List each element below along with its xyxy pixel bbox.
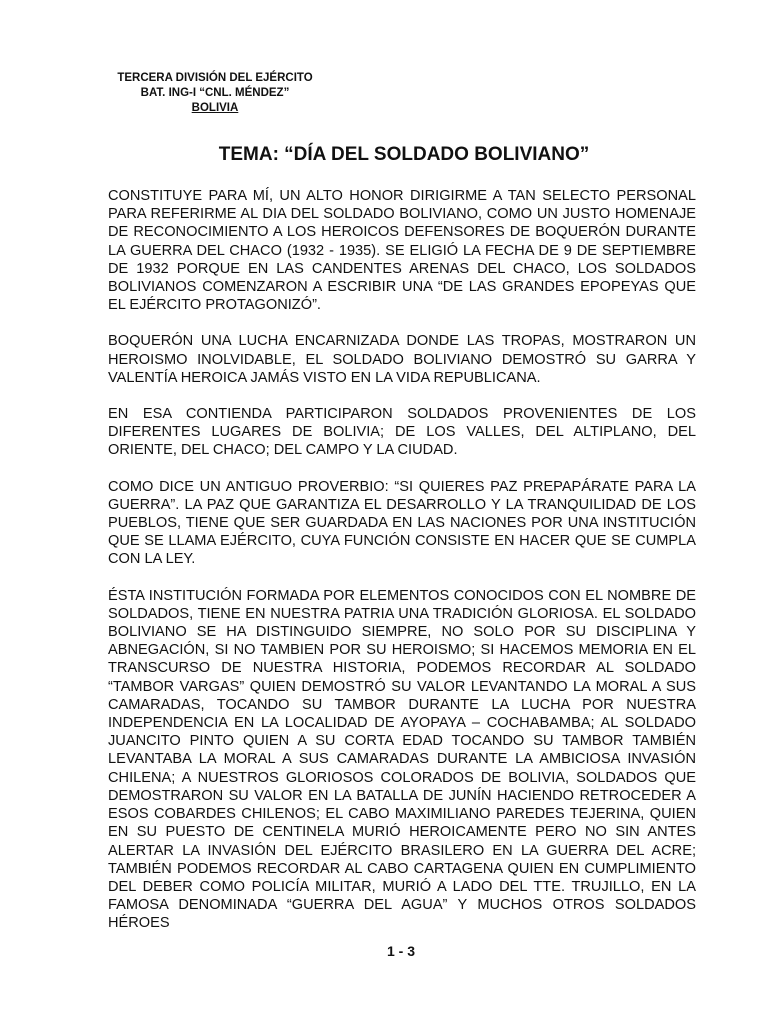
paragraph: BOQUERÓN UNA LUCHA ENCARNIZADA DONDE LAS TROPAS, MOSTRARON UN HEROISMO INOLVIDABLE, EL SOLDADO BOLIVIANO DEMOSTRÓ SU GARRA Y VALENTÍA HEROICA JAMÁS VISTO EN LA VIDA REPUBLICANA. [108, 333, 696, 386]
header-division: TERCERA DIVISIÓN DEL EJÉRCITO [117, 72, 313, 84]
document-header [100, 71, 330, 116]
page-number: 1 - 3 [386, 943, 415, 959]
header-country: BOLIVIA [191, 102, 239, 114]
paragraph: EN ESA CONTIENDA PARTICIPARON SOLDADOS PROVENIENTES DE LOS DIFERENTES LUGARES DE BOLIVIA; DE LOS VALLES, DEL ALTIPLANO, DEL ORIENTE, DEL CHACO; DEL CAMPO Y LA CIUDAD. [108, 406, 696, 459]
paragraph: CONSTITUYE PARA MÍ, UN ALTO HONOR DIRIGIRME A TAN SELECTO PERSONAL PARA REFERIRME AL DIA DEL SOLDADO BOLIVIANO, COMO UN JUSTO HOMENAJE DE RECONOCIMIENTO A LOS HEROICOS DEFENSORES DE BOQUERÓN DURANTE LA GUERRA DEL CHACO (1932 - 1935). SE ELIGIÓ LA FECHA DE 9 DE SEPTIEMBRE DE 1932 PORQUE EN LAS CANDENTES ARENAS DEL CHACO, LOS SOLDADOS BOLIVIANOS COMENZARON A ESCRIBIR UNA “DE LAS GRANDES EPOPEYAS QUE EL EJÉRCITO PROTAGONIZÓ”. [108, 188, 696, 314]
paragraph: ÉSTA INSTITUCIÓN FORMADA POR ELEMENTOS CONOCIDOS CON EL NOMBRE DE SOLDADOS, TIENE EN NUESTRA PATRIA UNA TRADICIÓN GLORIOSA. EL SOLDADO BOLIVIANO SE HA DISTINGUIDO SIEMPRE, NO SOLO POR SU DISCIPLINA Y ABNEGACIÓN, SI NO TAMBIEN POR SU HEROISMO; SI HACEMOS MEMORIA EN EL TRANSCURSO DE NUESTRA HISTORIA, PODEMOS RECORDAR AL SOLDADO “TAMBOR VARGAS” QUIEN DEMOSTRÓ SU VALOR LEVANTANDO LA MORAL A SUS CAMARADAS, TOCANDO SU TAMBOR DURANTE LA LUCHA POR NUESTRA INDEPENDENCIA EN LA LOCALIDAD DE AYOPAYA – COCHABAMBA; AL SOLDADO JUANCITO PINTO QUIEN A SU CORTA EDAD TOCANDO SU TAMBOR TAMBIÉN LEVANTABA LA MORAL A SUS CAMARADAS DURANTE LA AMBICIOSA INVASIÓN CHILENA; A NUESTROS GLORIOSOS COLORADOS DE BOLIVIA, SOLDADOS QUE DEMOSTRARON SU VALOR EN LA BATALLA DE JUNÍN HACIENDO RETROCEDER A ESOS COBARDES CHILENOS; EL CABO MAXIMILIANO PAREDES TEJERINA, QUIEN EN SU PUESTO DE CENTINELA MURIÓ HEROICAMENTE PERO NO SIN ANTES ALERTAR LA INVASIÓN DEL EJÉRCITO BRASILERO EN LA GUERRA DEL ACRE; TAMBIÉN PODEMOS RECORDAR AL CABO CARTAGENA QUIEN EN CUMPLIMIENTO DEL DEBER COMO POLICÍA MILITAR, MURIÓ A LADO DEL TTE. TRUJILLO, EN LA FAMOSA DENOMINADA “GUERRA DEL AGUA” Y MUCHOS OTROS SOLDADOS HÉROES [108, 587, 696, 932]
paragraph: COMO DICE UN ANTIGUO PROVERBIO: “SI QUIERES PAZ PREPAPÁRATE PARA LA GUERRA”. LA PAZ QUE GARANTIZA EL DESARROLLO Y LA TRANQUILIDAD DE LOS PUEBLOS, TIENE QUE SER GUARDADA EN LAS NACIONES POR UNA INSTITUCIÓN QUE SE LLAMA EJÉRCITO, CUYA FUNCIÓN CONSISTE EN HACER QUE SE CUMPLA CON LA LEY. [108, 478, 696, 568]
document-title: TEMA: “DÍA DEL SOLDADO BOLIVIANO” [218, 144, 590, 165]
document-body [108, 187, 696, 933]
header-battalion: BAT. ING-I “CNL. MÉNDEZ” [140, 87, 290, 99]
